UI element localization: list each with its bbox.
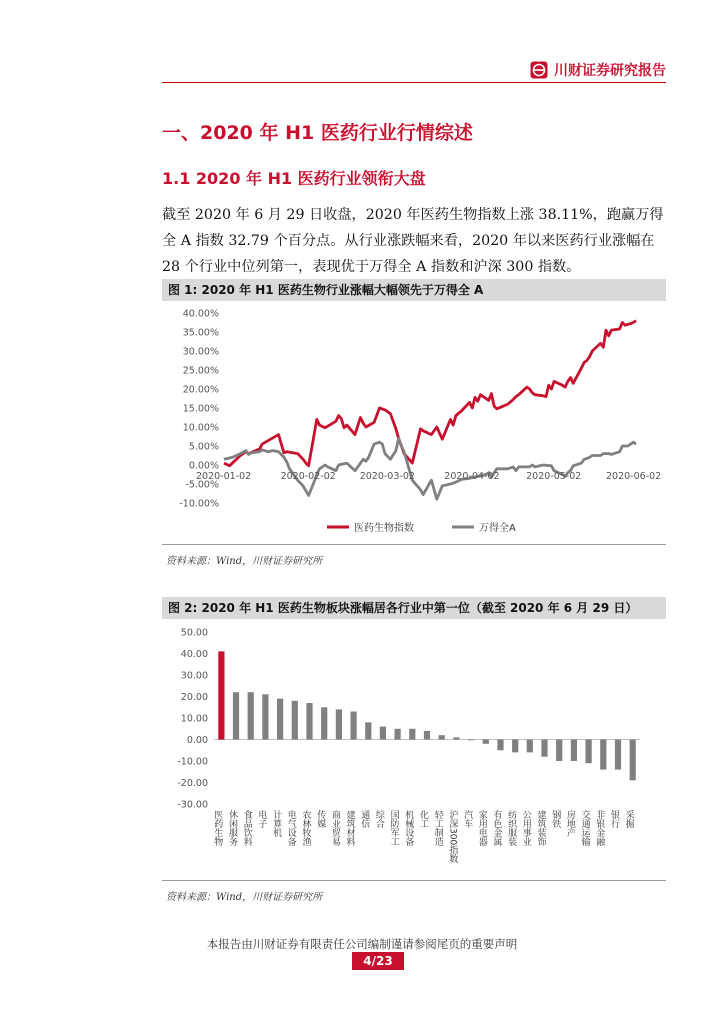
y-tick-label: 35.00% xyxy=(182,327,219,339)
page-header xyxy=(162,58,666,82)
category-label: 机械设备 xyxy=(403,810,414,846)
paragraph-line: 全 A 指数 32.79 个百分点。从行业涨跌幅来看，2020 年以来医药行业涨幅在 xyxy=(162,233,655,249)
bar xyxy=(380,727,386,740)
bar xyxy=(409,729,415,740)
category-label: 传媒 xyxy=(315,810,326,828)
bar xyxy=(586,740,592,764)
category-label: 有色金属 xyxy=(491,810,502,846)
bar xyxy=(556,740,562,762)
category-label: 钢铁 xyxy=(550,810,561,828)
y-tick-label: 25.00% xyxy=(182,365,219,377)
series-line-wind-a xyxy=(224,438,636,499)
bar xyxy=(233,692,239,739)
bar xyxy=(497,740,503,751)
y-tick-label: 40.00 xyxy=(180,649,208,660)
category-label: 通信 xyxy=(359,810,370,828)
x-tick-label: 2020-04-02 xyxy=(444,471,500,482)
bar xyxy=(218,651,224,739)
bar xyxy=(292,701,298,740)
category-label: 房地产 xyxy=(564,810,575,837)
company-logo-icon xyxy=(530,61,548,79)
category-label: 沪深300指数 xyxy=(447,810,458,864)
x-tick-label: 2020-03-02 xyxy=(359,471,415,482)
legend-label: 万得全A xyxy=(479,523,516,534)
y-tick-label: 0.00% xyxy=(188,460,219,472)
category-label: 电子 xyxy=(256,810,267,828)
page-number: 4/23 xyxy=(352,952,404,970)
y-tick-label: -20.00 xyxy=(177,778,208,789)
y-tick-label: -5.00% xyxy=(185,479,219,491)
category-label: 建筑材料 xyxy=(344,810,355,846)
paragraph-line: 28 个行业中位列第一，表现优于万得全 A 指数和沪深 300 指数。 xyxy=(162,259,581,275)
bar xyxy=(512,740,518,753)
figure2-title: 图 2: 2020 年 H1 医药生物板块涨幅居各行业中第一位（截至 2020 年 6 月 29 日） xyxy=(162,597,666,619)
category-label: 非银金融 xyxy=(594,810,605,846)
section-title: 一、2020 年 H1 医药行业行情综述 xyxy=(162,122,473,144)
category-label: 纺织服装 xyxy=(506,810,517,846)
paragraph-line: 截至 2020 年 6 月 29 日收盘，2020 年医药生物指数上涨 38.11%，跑赢万得 xyxy=(162,207,664,223)
legend-label: 医药生物指数 xyxy=(354,523,414,534)
figure1-source: 资料来源：Wind，川财证券研究所 xyxy=(166,556,323,567)
y-tick-label: -10.00% xyxy=(179,498,219,510)
figure1-title: 图 1: 2020 年 H1 医药生物行业涨幅大幅领先于万得全 A xyxy=(162,279,666,301)
y-tick-label: 10.00 xyxy=(180,713,208,725)
category-label: 电气设备 xyxy=(285,810,296,846)
bar xyxy=(541,740,547,757)
category-label: 建筑装饰 xyxy=(535,810,546,846)
y-tick-label: 20.00 xyxy=(180,692,208,703)
series-line-pharma xyxy=(224,321,636,466)
header-divider xyxy=(162,82,666,83)
bar xyxy=(351,712,357,740)
category-label: 食品饮料 xyxy=(241,810,252,846)
bar xyxy=(395,729,401,740)
figure2-source: 资料来源：Wind，川财证券研究所 xyxy=(166,892,323,903)
category-label: 国防军工 xyxy=(388,810,399,846)
bar xyxy=(630,740,636,781)
footer-disclaimer: 本报告由川财证券有限责任公司编制谨请参阅尾页的重要声明 xyxy=(206,937,518,951)
y-tick-label: 0.00 xyxy=(186,735,208,746)
body-paragraph xyxy=(162,202,666,280)
y-tick-label: 30.00% xyxy=(182,346,219,358)
bar xyxy=(600,740,606,770)
bar xyxy=(453,737,459,739)
bar xyxy=(439,735,445,739)
bar xyxy=(468,740,474,741)
category-label: 医药生物 xyxy=(212,810,223,846)
y-tick-label: 5.00% xyxy=(188,441,219,453)
category-label: 家用电器 xyxy=(476,810,487,846)
bar xyxy=(262,694,268,739)
y-tick-label: 10.00% xyxy=(182,422,219,434)
x-tick-label: 2020-06-02 xyxy=(606,471,662,482)
x-tick-label: 2020-01-02 xyxy=(196,471,252,482)
y-tick-label: 15.00% xyxy=(182,403,219,415)
figure2-box xyxy=(162,619,666,881)
category-label: 农林牧渔 xyxy=(300,810,311,846)
y-tick-label: -30.00 xyxy=(177,799,208,811)
y-tick-label: -10.00 xyxy=(177,756,208,768)
bar xyxy=(277,699,283,740)
bar xyxy=(424,731,430,740)
figure2-bar-chart xyxy=(162,619,666,880)
bar xyxy=(571,740,577,762)
brand xyxy=(530,60,666,80)
bar xyxy=(615,740,621,770)
figure1-box xyxy=(162,301,666,545)
bar xyxy=(365,722,371,739)
category-label: 综合 xyxy=(373,810,384,828)
category-label: 汽车 xyxy=(462,810,473,828)
category-label: 轻工制造 xyxy=(432,810,443,846)
y-tick-label: 50.00 xyxy=(180,627,208,639)
bar xyxy=(483,740,489,744)
category-label: 商业贸易 xyxy=(329,810,340,846)
bar xyxy=(527,740,533,753)
category-label: 交通运输 xyxy=(579,810,590,846)
category-label: 银行 xyxy=(609,810,619,828)
category-label: 休闲服务 xyxy=(227,810,237,846)
category-label: 计算机 xyxy=(271,810,282,837)
bar xyxy=(336,709,342,739)
bar xyxy=(248,692,254,739)
figure1-line-chart xyxy=(162,301,666,544)
y-tick-label: 40.00% xyxy=(182,308,219,320)
bar xyxy=(306,703,312,740)
bar xyxy=(321,707,327,739)
x-tick-label: 2020-05-02 xyxy=(526,471,582,482)
category-label: 化工 xyxy=(418,810,428,828)
y-tick-label: 20.00% xyxy=(182,384,219,396)
brand-name: 川财证券研究报告 xyxy=(554,63,666,79)
section-subtitle: 1.1 2020 年 H1 医药行业领衔大盘 xyxy=(162,169,426,188)
category-label: 公用事业 xyxy=(520,810,531,846)
y-tick-label: 30.00 xyxy=(180,670,208,682)
category-label: 采掘 xyxy=(623,810,634,828)
x-tick-label: 2020-02-02 xyxy=(280,471,336,482)
